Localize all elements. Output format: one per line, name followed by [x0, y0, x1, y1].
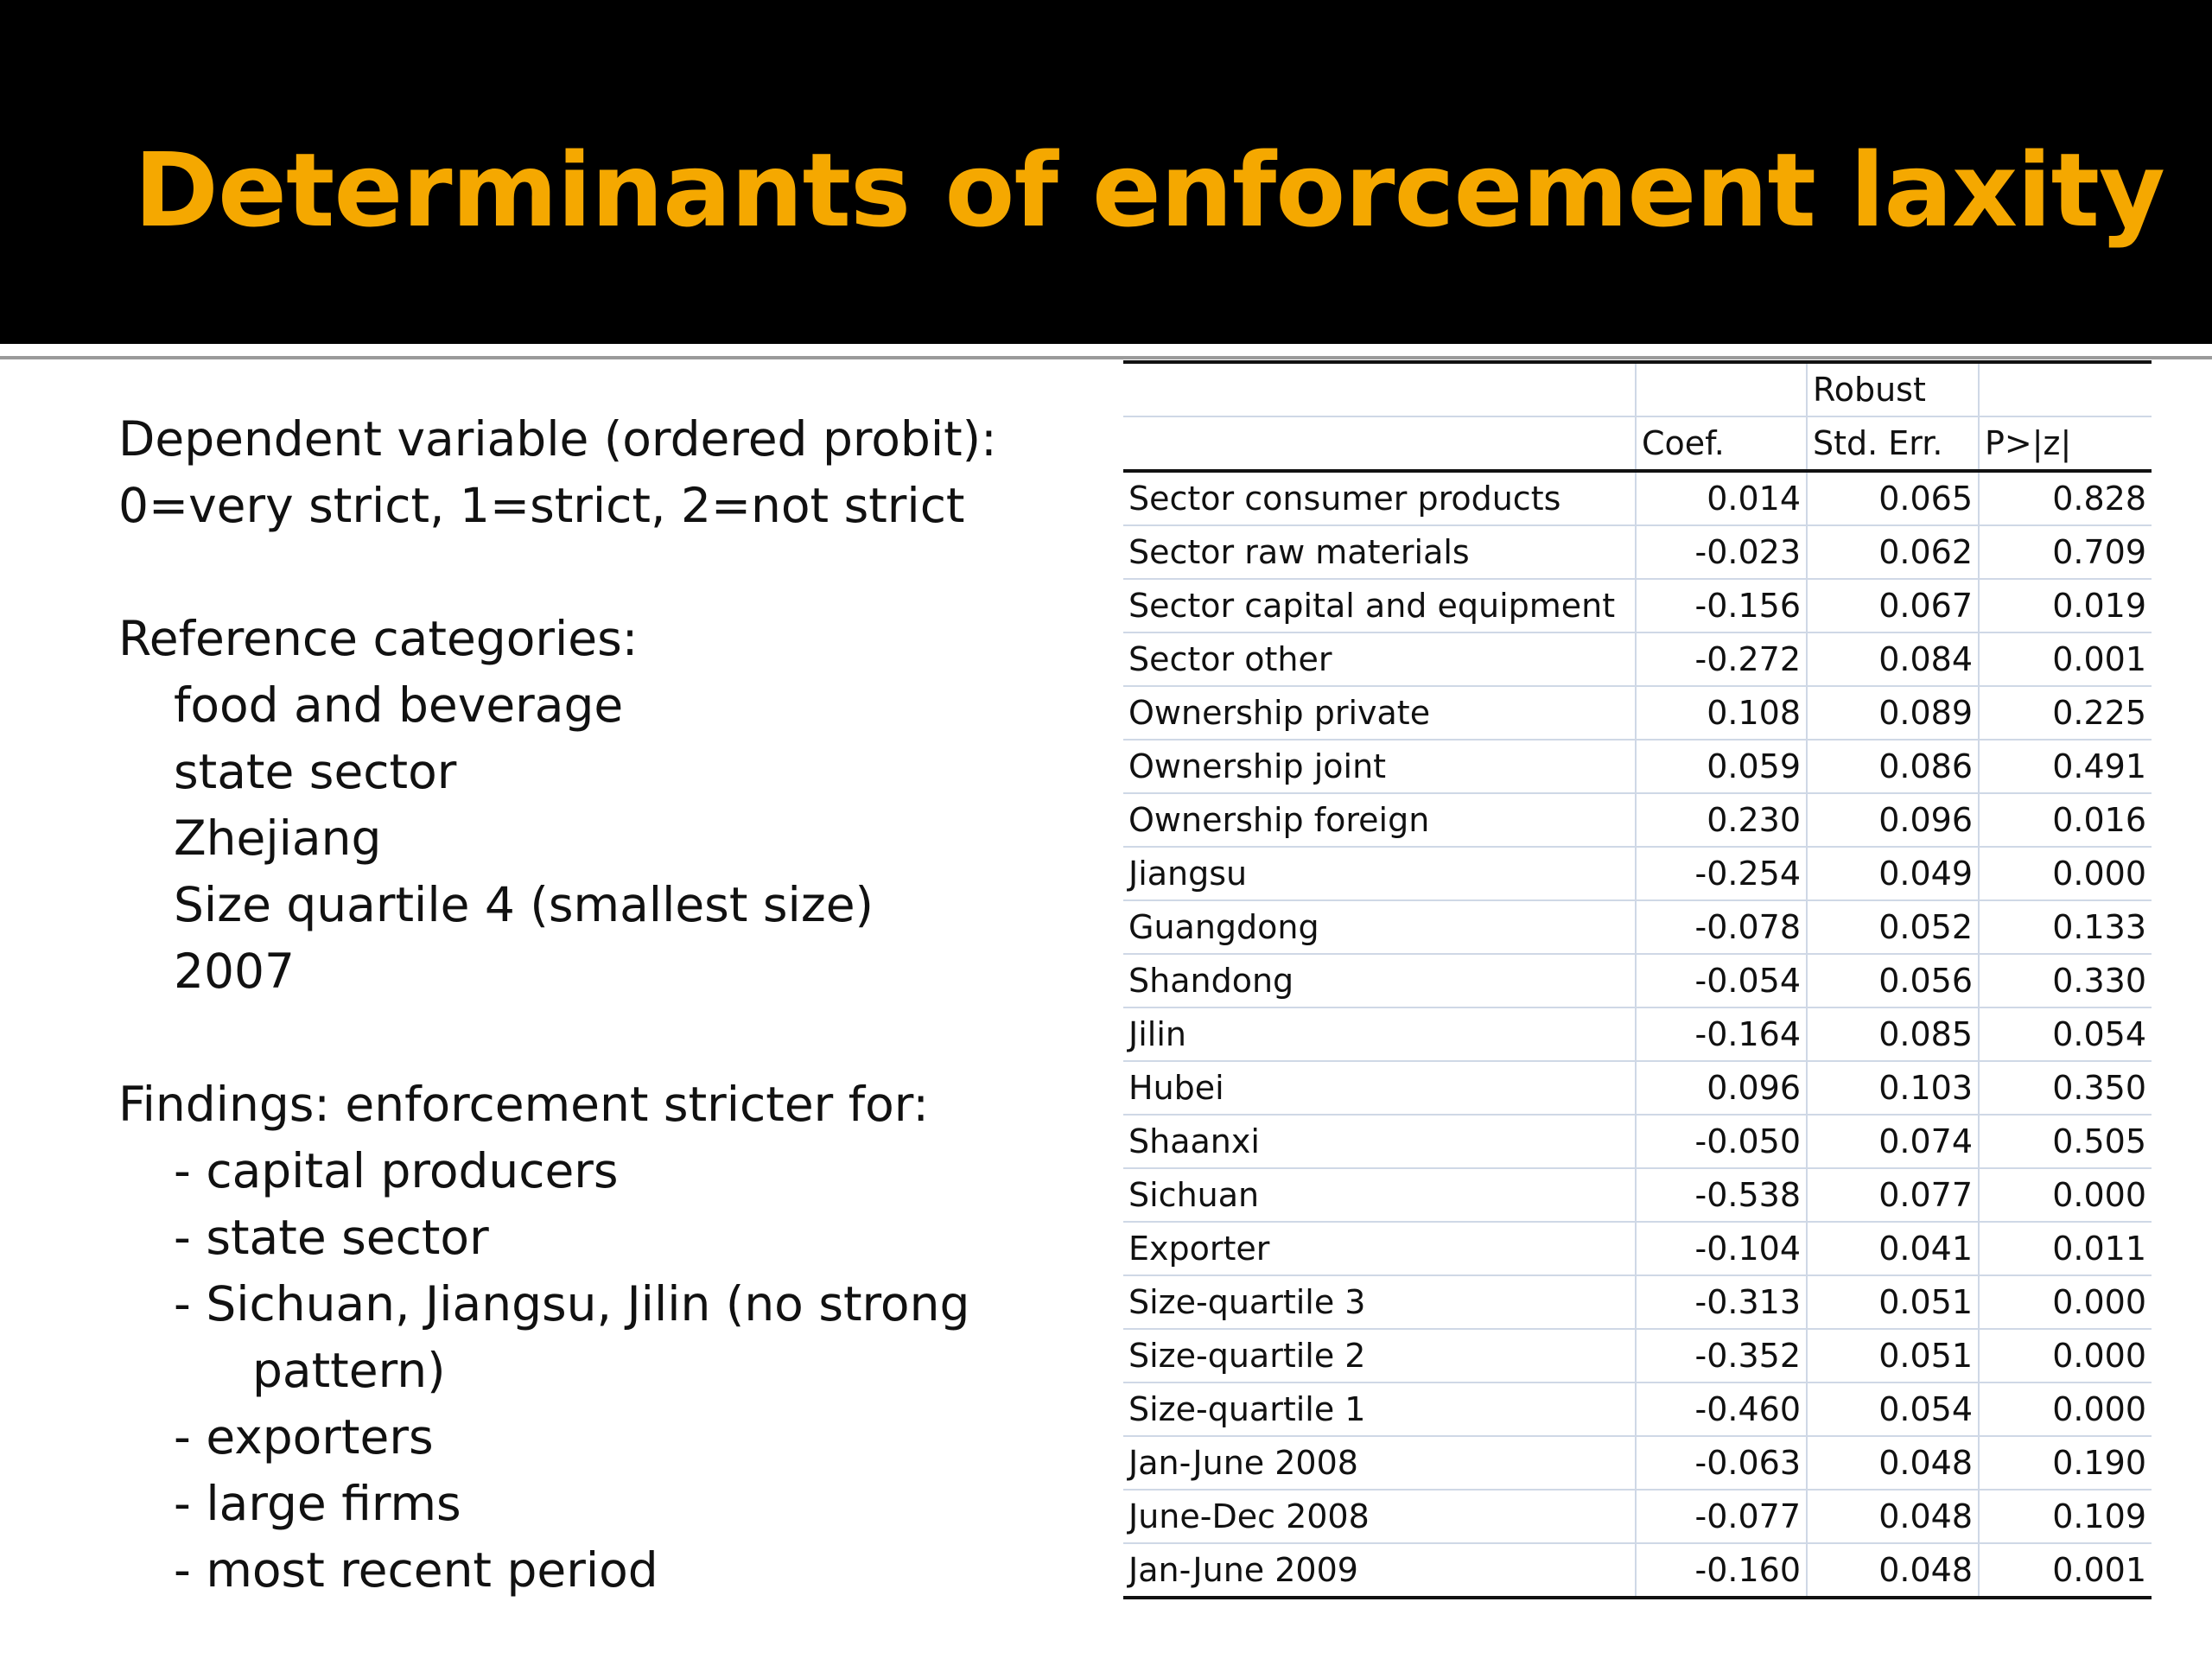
header-cell	[1979, 362, 2152, 416]
reference-item: food and beverage	[174, 677, 624, 733]
regression-table	[1123, 360, 2152, 1599]
p-value-cell: 0.828	[1979, 471, 2152, 525]
row-label-cell: Ownership private	[1123, 686, 1636, 740]
std-err-cell: 0.051	[1807, 1275, 1979, 1329]
coef-cell: -0.160	[1636, 1543, 1807, 1598]
spacer	[118, 1005, 1086, 1071]
row-label-cell: June-Dec 2008	[1123, 1490, 1636, 1543]
row-label-cell: Guangdong	[1123, 900, 1636, 954]
finding-item: - large firms	[174, 1476, 461, 1531]
coef-cell: -0.164	[1636, 1007, 1807, 1061]
table-row	[1123, 1382, 2152, 1436]
table-row	[1123, 686, 2152, 740]
coef-cell: -0.023	[1636, 525, 1807, 579]
title-bar	[0, 0, 2212, 344]
p-value-cell: 0.000	[1979, 847, 2152, 900]
std-err-cell: 0.077	[1807, 1168, 1979, 1222]
findings-heading: Findings: enforcement stricter for:	[118, 1077, 929, 1132]
coef-cell: -0.054	[1636, 954, 1807, 1007]
divider-rule	[0, 356, 2212, 359]
spacer	[118, 539, 1086, 606]
coef-cell: -0.156	[1636, 579, 1807, 632]
std-err-cell: 0.048	[1807, 1490, 1979, 1543]
left-text-block	[118, 406, 1086, 1604]
table-header-row	[1123, 362, 2152, 416]
table-row	[1123, 740, 2152, 793]
row-label-cell: Sector consumer products	[1123, 471, 1636, 525]
coef-cell: -0.078	[1636, 900, 1807, 954]
std-err-cell: 0.049	[1807, 847, 1979, 900]
p-value-cell: 0.019	[1979, 579, 2152, 632]
p-value-cell: 0.000	[1979, 1168, 2152, 1222]
table-row	[1123, 847, 2152, 900]
finding-item: - exporters	[174, 1409, 434, 1465]
table-row	[1123, 1275, 2152, 1329]
coef-cell: -0.538	[1636, 1168, 1807, 1222]
std-err-cell: 0.103	[1807, 1061, 1979, 1115]
table-row	[1123, 954, 2152, 1007]
p-value-cell: 0.016	[1979, 793, 2152, 847]
header-cell: P>|z|	[1979, 416, 2152, 471]
coef-cell: 0.096	[1636, 1061, 1807, 1115]
reference-heading: Reference categories:	[118, 611, 639, 666]
p-value-cell: 0.001	[1979, 1543, 2152, 1598]
p-value-cell: 0.109	[1979, 1490, 2152, 1543]
p-value-cell: 0.001	[1979, 632, 2152, 686]
coef-cell: -0.352	[1636, 1329, 1807, 1382]
table-row	[1123, 1490, 2152, 1543]
std-err-cell: 0.086	[1807, 740, 1979, 793]
table-body	[1123, 471, 2152, 1598]
header-cell	[1123, 416, 1636, 471]
row-label-cell: Jan-June 2009	[1123, 1543, 1636, 1598]
coef-cell: -0.460	[1636, 1382, 1807, 1436]
row-label-cell: Sector capital and equipment	[1123, 579, 1636, 632]
header-cell	[1123, 362, 1636, 416]
header-cell: Coef.	[1636, 416, 1807, 471]
table-row	[1123, 471, 2152, 525]
table-row	[1123, 1222, 2152, 1275]
row-label-cell: Sector other	[1123, 632, 1636, 686]
reference-item: 2007	[174, 944, 295, 999]
finding-item: - most recent period	[174, 1542, 658, 1598]
coef-cell: 0.014	[1636, 471, 1807, 525]
std-err-cell: 0.048	[1807, 1543, 1979, 1598]
row-label-cell: Sichuan	[1123, 1168, 1636, 1222]
header-cell: Robust	[1807, 362, 1979, 416]
p-value-cell: 0.190	[1979, 1436, 2152, 1490]
std-err-cell: 0.067	[1807, 579, 1979, 632]
coef-cell: -0.313	[1636, 1275, 1807, 1329]
table-row	[1123, 793, 2152, 847]
row-label-cell: Size-quartile 2	[1123, 1329, 1636, 1382]
row-label-cell: Shandong	[1123, 954, 1636, 1007]
regression-table-container	[1123, 360, 2152, 1599]
p-value-cell: 0.000	[1979, 1382, 2152, 1436]
table-row	[1123, 1168, 2152, 1222]
p-value-cell: 0.505	[1979, 1115, 2152, 1168]
dependent-variable-coding: 0=very strict, 1=strict, 2=not strict	[118, 478, 965, 533]
row-label-cell: Ownership foreign	[1123, 793, 1636, 847]
coef-cell: 0.230	[1636, 793, 1807, 847]
finding-item-continued: pattern)	[252, 1343, 446, 1398]
table-row	[1123, 1329, 2152, 1382]
coef-cell: 0.108	[1636, 686, 1807, 740]
std-err-cell: 0.096	[1807, 793, 1979, 847]
finding-item: - state sector	[174, 1210, 489, 1265]
coef-cell: -0.104	[1636, 1222, 1807, 1275]
std-err-cell: 0.074	[1807, 1115, 1979, 1168]
row-label-cell: Shaanxi	[1123, 1115, 1636, 1168]
std-err-cell: 0.048	[1807, 1436, 1979, 1490]
p-value-cell: 0.000	[1979, 1329, 2152, 1382]
dependent-variable-line: Dependent variable (ordered probit):	[118, 411, 997, 467]
p-value-cell: 0.000	[1979, 1275, 2152, 1329]
finding-item: - capital producers	[174, 1143, 619, 1198]
coef-cell: -0.254	[1636, 847, 1807, 900]
reference-item: Size quartile 4 (smallest size)	[174, 877, 874, 932]
table-row	[1123, 900, 2152, 954]
table-row	[1123, 1061, 2152, 1115]
std-err-cell: 0.065	[1807, 471, 1979, 525]
header-cell	[1636, 362, 1807, 416]
coef-cell: -0.272	[1636, 632, 1807, 686]
p-value-cell: 0.330	[1979, 954, 2152, 1007]
row-label-cell: Sector raw materials	[1123, 525, 1636, 579]
row-label-cell: Jilin	[1123, 1007, 1636, 1061]
p-value-cell: 0.011	[1979, 1222, 2152, 1275]
table-header-row	[1123, 416, 2152, 471]
reference-item: state sector	[174, 744, 457, 799]
table-row	[1123, 632, 2152, 686]
coef-cell: 0.059	[1636, 740, 1807, 793]
p-value-cell: 0.491	[1979, 740, 2152, 793]
table-row	[1123, 1543, 2152, 1598]
std-err-cell: 0.062	[1807, 525, 1979, 579]
row-label-cell: Jan-June 2008	[1123, 1436, 1636, 1490]
p-value-cell: 0.054	[1979, 1007, 2152, 1061]
table-row	[1123, 1007, 2152, 1061]
coef-cell: -0.050	[1636, 1115, 1807, 1168]
table-row	[1123, 525, 2152, 579]
row-label-cell: Ownership joint	[1123, 740, 1636, 793]
header-cell: Std. Err.	[1807, 416, 1979, 471]
std-err-cell: 0.052	[1807, 900, 1979, 954]
reference-item: Zhejiang	[174, 810, 382, 866]
row-label-cell: Jiangsu	[1123, 847, 1636, 900]
p-value-cell: 0.133	[1979, 900, 2152, 954]
p-value-cell: 0.709	[1979, 525, 2152, 579]
row-label-cell: Exporter	[1123, 1222, 1636, 1275]
row-label-cell: Size-quartile 1	[1123, 1382, 1636, 1436]
p-value-cell: 0.350	[1979, 1061, 2152, 1115]
row-label-cell: Hubei	[1123, 1061, 1636, 1115]
std-err-cell: 0.084	[1807, 632, 1979, 686]
std-err-cell: 0.085	[1807, 1007, 1979, 1061]
std-err-cell: 0.051	[1807, 1329, 1979, 1382]
std-err-cell: 0.041	[1807, 1222, 1979, 1275]
coef-cell: -0.063	[1636, 1436, 1807, 1490]
table-row	[1123, 1115, 2152, 1168]
std-err-cell: 0.089	[1807, 686, 1979, 740]
std-err-cell: 0.054	[1807, 1382, 1979, 1436]
table-row	[1123, 1436, 2152, 1490]
std-err-cell: 0.056	[1807, 954, 1979, 1007]
table-row	[1123, 579, 2152, 632]
slide-title: Determinants of enforcement laxity	[134, 130, 2164, 250]
row-label-cell: Size-quartile 3	[1123, 1275, 1636, 1329]
p-value-cell: 0.225	[1979, 686, 2152, 740]
finding-item: - Sichuan, Jiangsu, Jilin (no strong	[174, 1276, 970, 1332]
coef-cell: -0.077	[1636, 1490, 1807, 1543]
